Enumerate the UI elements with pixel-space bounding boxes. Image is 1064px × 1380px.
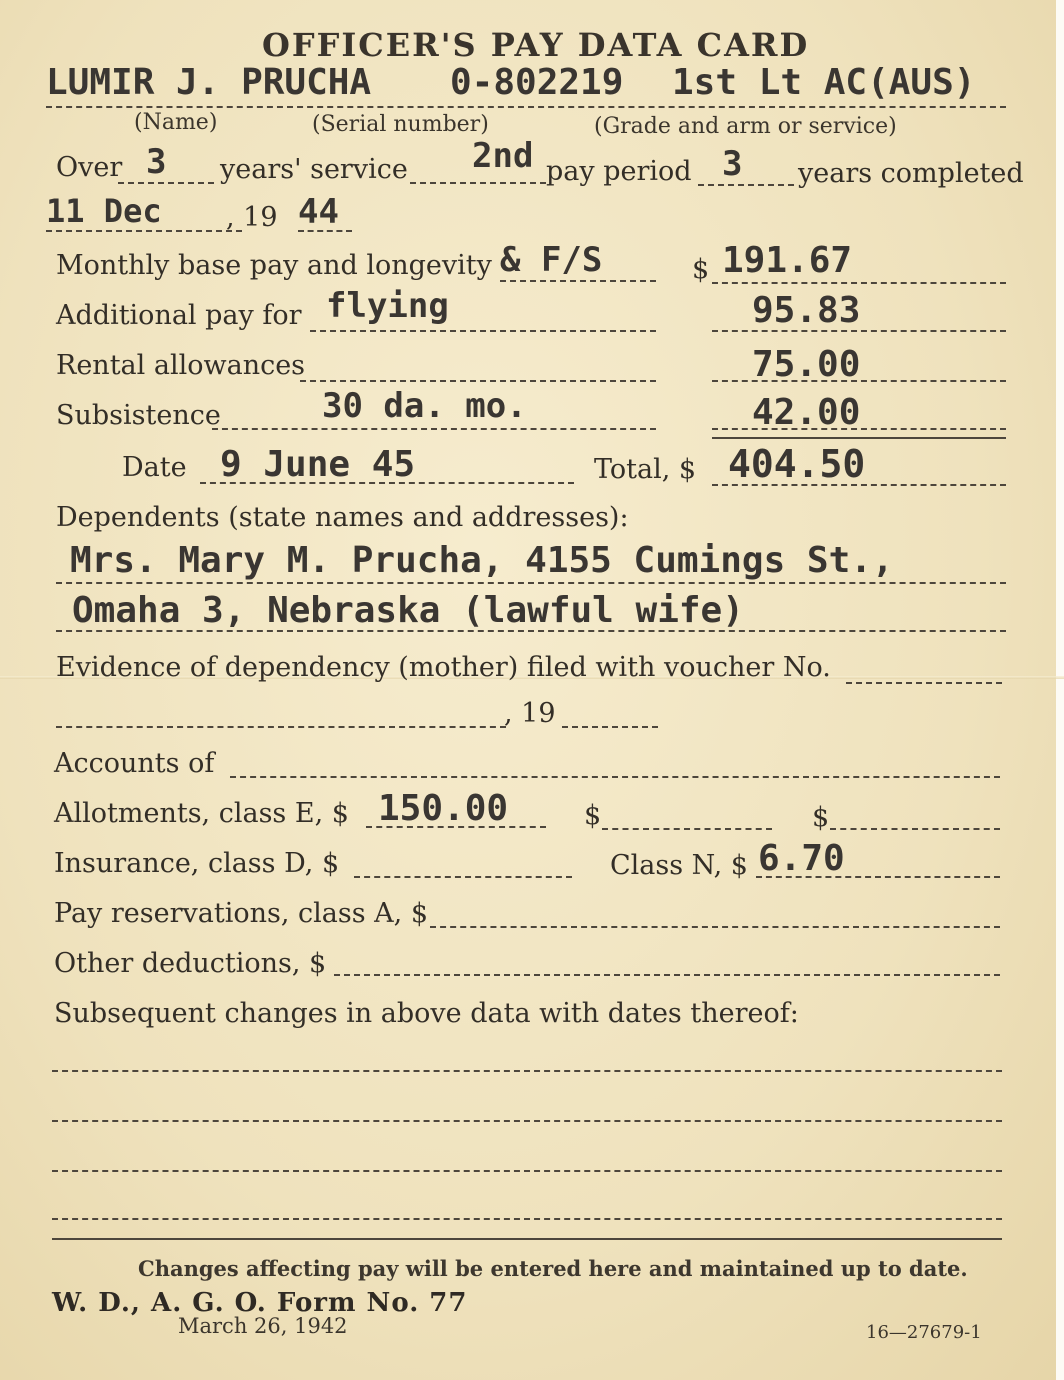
- pay-period-label: pay period: [546, 156, 692, 187]
- flying-label: Additional pay for: [56, 300, 302, 331]
- evidence-year-rule: [562, 726, 658, 728]
- flying-rule: [310, 330, 656, 332]
- name-rule: [46, 106, 1006, 108]
- serial-number: 0-802219: [450, 62, 624, 103]
- rental-label: Rental allowances: [56, 350, 306, 381]
- years-completed-value: 3: [722, 144, 743, 184]
- changes-rule-1: [52, 1070, 1002, 1072]
- allotments-rule-3: [830, 828, 1000, 830]
- allotments-dollar-3: $: [812, 802, 830, 833]
- print-code: 16—27679-1: [866, 1322, 982, 1343]
- changes-rule-3: [52, 1170, 1002, 1172]
- reservations-label: Pay reservations, class A, $: [54, 898, 429, 929]
- date-rule: [200, 482, 574, 484]
- serial-caption: (Serial number): [312, 112, 489, 137]
- rental-rule: [300, 380, 656, 382]
- other-deductions-rule: [334, 974, 1000, 976]
- changes-rule-2: [52, 1120, 1002, 1122]
- service-date-day: 11 Dec: [46, 192, 162, 230]
- total-rule: [712, 484, 1006, 486]
- allotments-label: Allotments, class E, $: [54, 798, 349, 829]
- date-label: Date: [122, 452, 187, 483]
- dependent-line-2: Omaha 3, Nebraska (lawful wife): [72, 590, 744, 631]
- subsistence-amount: 42.00: [752, 392, 861, 433]
- dependents-label: Dependents (state names and addresses):: [56, 502, 629, 533]
- class-n-rule: [756, 876, 1000, 878]
- dependent-rule-2: [56, 630, 1006, 632]
- officer-name: LUMIR J. PRUCHA: [46, 62, 372, 103]
- base-note-rule: [500, 280, 656, 282]
- service-year-rule: [298, 230, 352, 232]
- base-dollar: $: [692, 254, 710, 285]
- card-edge: [1056, 0, 1064, 1380]
- over-value: 3: [146, 142, 167, 182]
- total-amount: 404.50: [728, 442, 866, 486]
- subsistence-amount-rule: [712, 428, 1006, 430]
- pay-period-value: 2nd: [472, 136, 534, 176]
- voucher-rule: [846, 682, 1002, 684]
- service-date-sep: , 19: [226, 202, 278, 233]
- service-date-year: 44: [298, 192, 339, 232]
- other-deductions-label: Other deductions, $: [54, 948, 327, 979]
- years-completed-rule: [698, 184, 794, 186]
- flying-value: flying: [326, 286, 449, 326]
- insurance-rule: [354, 876, 572, 878]
- form-date: March 26, 1942: [178, 1314, 348, 1338]
- accounts-rule: [230, 776, 1000, 778]
- footer-note: Changes affecting pay will be entered here and maintained up to date.: [138, 1256, 968, 1281]
- service-date-rule: [46, 230, 242, 232]
- flying-amount-rule: [712, 330, 1006, 332]
- reservations-rule: [430, 926, 1000, 928]
- allotments-value: 150.00: [378, 788, 509, 829]
- subsequent-label: Subsequent changes in above data with dates thereof:: [54, 998, 799, 1029]
- dependent-line-1: Mrs. Mary M. Prucha, 4155 Cumings St.,: [70, 540, 894, 581]
- subsistence-value: 30 da. mo.: [322, 386, 527, 426]
- evidence-label: Evidence of dependency (mother) filed with voucher No.: [56, 652, 831, 683]
- grade-service: 1st Lt AC(AUS): [672, 62, 976, 103]
- allotments-dollar-2: $: [584, 800, 602, 831]
- changes-rule-4: [52, 1218, 1002, 1220]
- base-pay-label: Monthly base pay and longevity: [56, 250, 492, 281]
- over-label: Over: [56, 152, 123, 183]
- class-n-value: 6.70: [758, 838, 845, 879]
- subsistence-rule: [212, 428, 656, 430]
- years-service-label: years' service: [220, 154, 408, 185]
- allotments-rule-2: [602, 828, 772, 830]
- rental-amount-rule: [712, 380, 1006, 382]
- grade-caption: (Grade and arm or service): [594, 114, 897, 139]
- card-title: OFFICER'S PAY DATA CARD: [262, 26, 810, 64]
- name-caption: (Name): [134, 110, 218, 135]
- pay-period-rule: [410, 182, 546, 184]
- footer-divider: [52, 1238, 1002, 1240]
- years-completed-label: years completed: [798, 158, 1024, 189]
- evidence-date-rule: [56, 726, 506, 728]
- allotments-rule: [366, 826, 546, 828]
- base-amount-rule: [712, 282, 1006, 284]
- form-number: W. D., A. G. O. Form No. 77: [52, 1288, 468, 1318]
- insurance-label: Insurance, class D, $: [54, 848, 340, 879]
- subsistence-label: Subsistence: [56, 400, 221, 431]
- class-n-label: Class N, $: [610, 850, 748, 881]
- accounts-label: Accounts of: [54, 748, 215, 779]
- flying-amount: 95.83: [752, 290, 861, 331]
- date-value: 9 June 45: [220, 444, 416, 485]
- total-underline: [712, 437, 1006, 439]
- total-label: Total, $: [594, 454, 697, 485]
- base-pay-note: & F/S: [500, 240, 603, 280]
- base-pay-amount: 191.67: [722, 240, 853, 281]
- evidence-year: , 19: [504, 698, 556, 729]
- rental-amount: 75.00: [752, 344, 861, 385]
- over-rule: [118, 182, 214, 184]
- dependent-rule-1: [56, 582, 1006, 584]
